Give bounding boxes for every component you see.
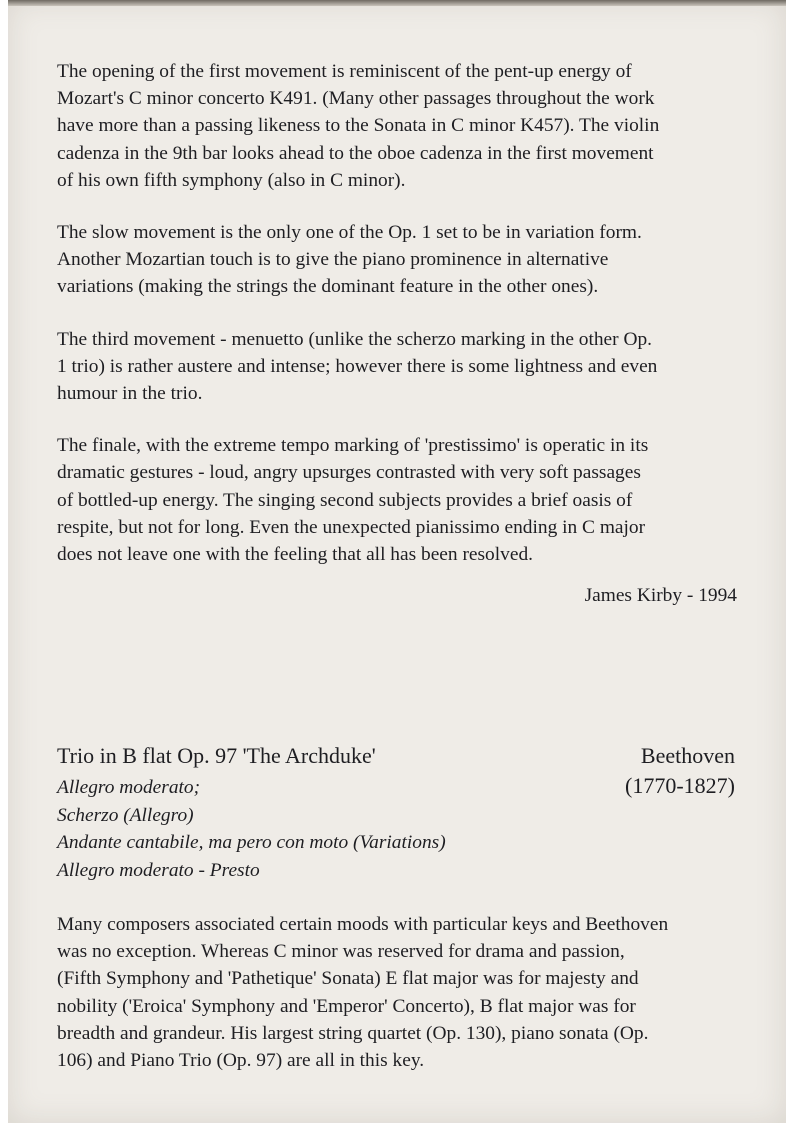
text-line: was no exception. Whereas C minor was reserved for drama and passion, [57,941,625,963]
paragraph-slow-movement [57,219,741,301]
text-line: Many composers associated certain moods with particular keys and Beethoven [57,914,669,935]
movement-item: Andante cantabile, ma pero con moto (Variations) [57,832,446,853]
movement-item: Allegro moderato - Presto [57,859,260,881]
author-signature: James Kirby - 1994 [584,585,737,607]
text-line: 106) and Piano Trio (Op. 97) are all in this key. [57,1050,425,1072]
text-line: humour in the trio. [57,383,203,405]
composer-dates: (1770-1827) [625,773,735,798]
text-line: dramatic gestures - loud, angry upsurges contrasted with very soft passages [57,462,641,484]
text-line: Another Mozartian touch is to give the piano prominence in alternative [57,249,609,271]
text-line: The third movement - menuetto (unlike the scherzo marking in the other Op. [57,328,653,350]
page-content [57,58,741,1072]
work-title: Trio in B flat Op. 97 'The Archduke' [57,743,376,768]
text-line: The finale, with the extreme tempo marking of 'prestissimo' is operatic in its [57,435,649,457]
text-line: Mozart's C minor concerto K491. (Many other passages throughout the work [57,88,655,110]
text-line: respite, but not for long. Even the unexpected pianissimo ending in C major [57,516,646,538]
movement-item: Allegro moderato; [57,777,201,798]
text-line: of bottled-up energy. The singing second subjects provides a brief oasis of [57,489,633,511]
paragraph-finale [57,432,741,568]
text-line: cadenza in the 9th bar looks ahead to the oboe cadenza in the first movement [57,142,654,164]
composer-block [625,741,735,801]
text-line: breadth and grandeur. His largest string quartet (Op. 130), piano sonata (Op. [57,1022,649,1044]
paragraph-keys [57,911,741,1074]
composer-name: Beethoven [640,743,735,768]
text-line: of his own fifth symphony (also in C minor). [57,169,406,191]
text-line: The slow movement is the only one of the Op. 1 set to be in variation form. [57,222,642,244]
text-line: nobility ('Eroica' Symphony and 'Emperor' Concerto), B flat major was for [57,995,636,1017]
text-line: 1 trio) is rather austere and intense; however there is some lightness and even [57,355,658,377]
paragraph-third-movement [57,326,741,408]
text-line: variations (making the strings the dominant feature in the other ones). [57,276,599,298]
paragraph-first-movement [57,58,741,194]
text-line: The opening of the first movement is reminiscent of the pent-up energy of [57,61,632,82]
text-line: have more than a passing likeness to the Sonata in C minor K457). The violin [57,115,660,137]
work-heading [57,741,741,881]
page-top-edge [8,0,786,6]
text-line: (Fifth Symphony and 'Pathetique' Sonata) E flat major was for majesty and [57,968,639,990]
movement-list [57,774,446,884]
programme-page [8,0,786,1123]
text-line: does not leave one with the feeling that all has been resolved. [57,544,533,566]
movement-item: Scherzo (Allegro) [57,804,194,826]
